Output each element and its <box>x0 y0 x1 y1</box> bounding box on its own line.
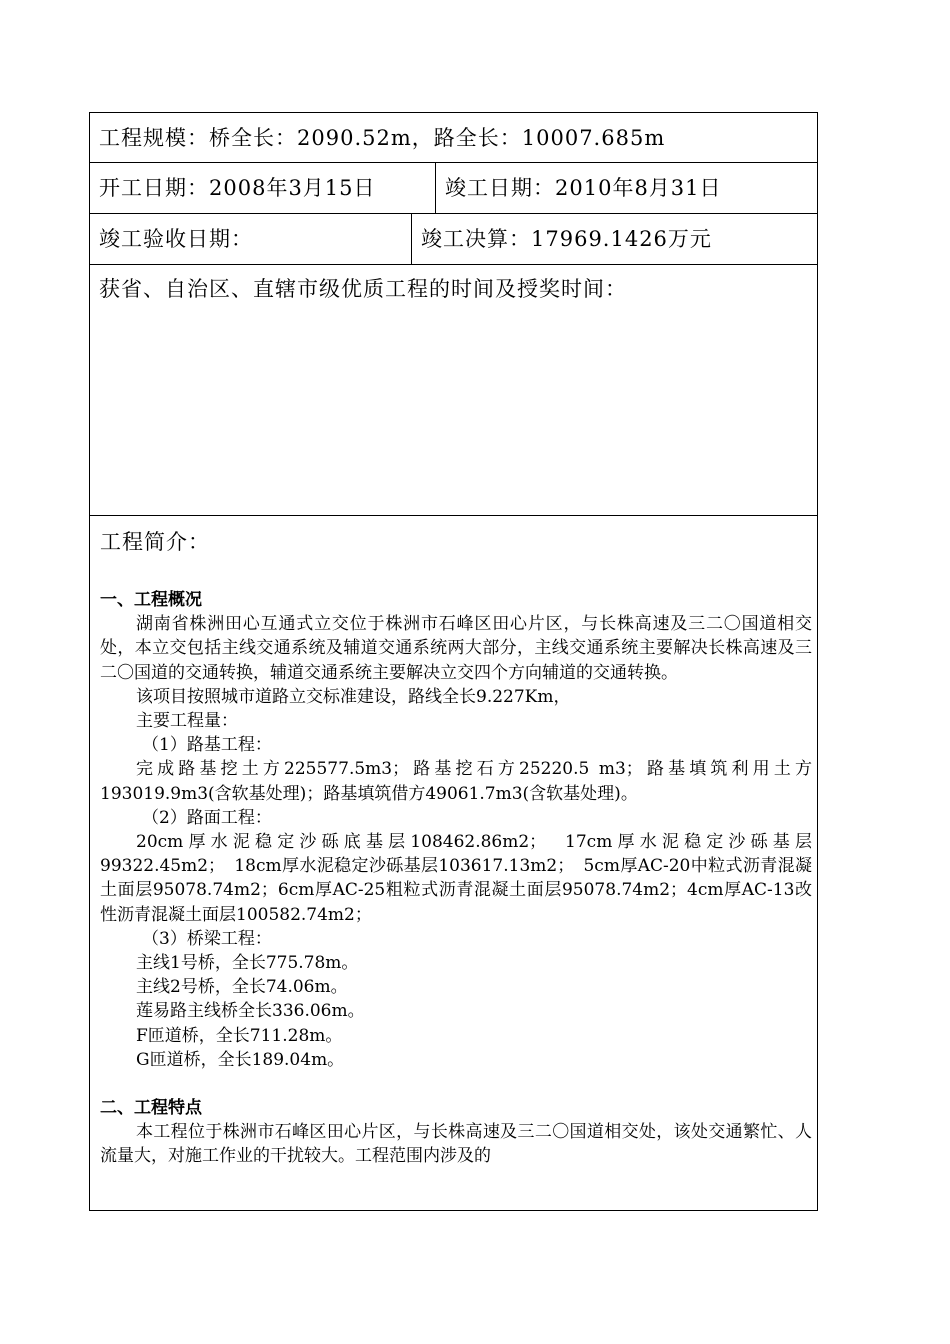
intro-body <box>100 588 812 1169</box>
subgrade-heading: （1）路基工程： <box>142 735 272 756</box>
row-dates <box>90 163 817 214</box>
project-scale: 工程规模：桥全长：2090.52m，路全长：10007.685m <box>99 126 666 150</box>
quantities-label: 主要工程量： <box>136 711 238 732</box>
pavement-text: 20cm厚水泥稳定沙砾底基层108462.86m2； 17cm厚水泥稳定沙砾基层99322.45m2； 18cm厚水泥稳定沙砾基层103617.13m2； 5cm厚AC-20中粒式沥青混凝土面层95078.74m2；6cm厚AC-25粗粒式沥青混凝土面层95078.74m2；4cm厚AC-13改性沥青混凝土面层100582.74m2； <box>100 832 812 925</box>
row-acceptance <box>90 214 817 265</box>
bridge-heading: （3）桥梁工程： <box>142 928 272 949</box>
row-award <box>90 265 817 516</box>
award-label: 获省、自治区、直辖市级优质工程的时间及授奖时间： <box>99 277 627 301</box>
route-paragraph: 该项目按照城市道路立交标准建设，路线全长9.227Km， <box>136 686 571 707</box>
overview-paragraph: 湖南省株洲田心互通式立交位于株洲市石峰区田心片区，与长株高速及三二〇国道相交处，本立交包括主线交通系统及辅道交通系统两大部分，主线交通系统主要解决长株高速及三二〇国道的交通转换，辅道交通系统主要解决立交四个方向辅道的交通转换。 <box>100 614 812 683</box>
intro-title: 工程简介： <box>100 530 210 554</box>
bridge-item: 主线2号桥，全长74.06m。 <box>136 977 348 998</box>
project-form-table <box>89 112 818 1211</box>
bridge-item: G匝道桥，全长189.04m。 <box>136 1049 345 1070</box>
start-date: 开工日期：2008年3月15日 <box>99 176 376 200</box>
final-account: 竣工决算：17969.1426万元 <box>411 214 817 264</box>
subgrade-text: 完成路基挖土方225577.5m3；路基挖石方25220.5 m3；路基填筑利用土方193019.9m3(含软基处理)；路基填筑借方49061.7m3(含软基处理)。 <box>100 759 812 804</box>
bridge-item: F匝道桥，全长711.28m。 <box>136 1025 343 1046</box>
bridge-item: 莲易路主线桥全长336.06m。 <box>136 1001 365 1022</box>
row-project-scale <box>90 113 817 163</box>
features-paragraph: 本工程位于株洲市石峰区田心片区，与长株高速及三二〇国道相交处，该处交通繁忙、人流量大，对施工作业的干扰较大。工程范围内涉及的 <box>100 1122 812 1167</box>
spacer <box>100 1072 812 1096</box>
bridge-item: 主线1号桥，全长775.78m。 <box>136 953 359 974</box>
section2-heading: 二、工程特点 <box>100 1098 202 1119</box>
section1-heading: 一、工程概况 <box>100 590 202 610</box>
row-project-intro <box>90 516 817 1210</box>
pavement-heading: （2）路面工程： <box>142 807 272 828</box>
finish-date: 竣工日期：2010年8月31日 <box>435 163 817 213</box>
acceptance-date: 竣工验收日期： <box>99 227 253 251</box>
